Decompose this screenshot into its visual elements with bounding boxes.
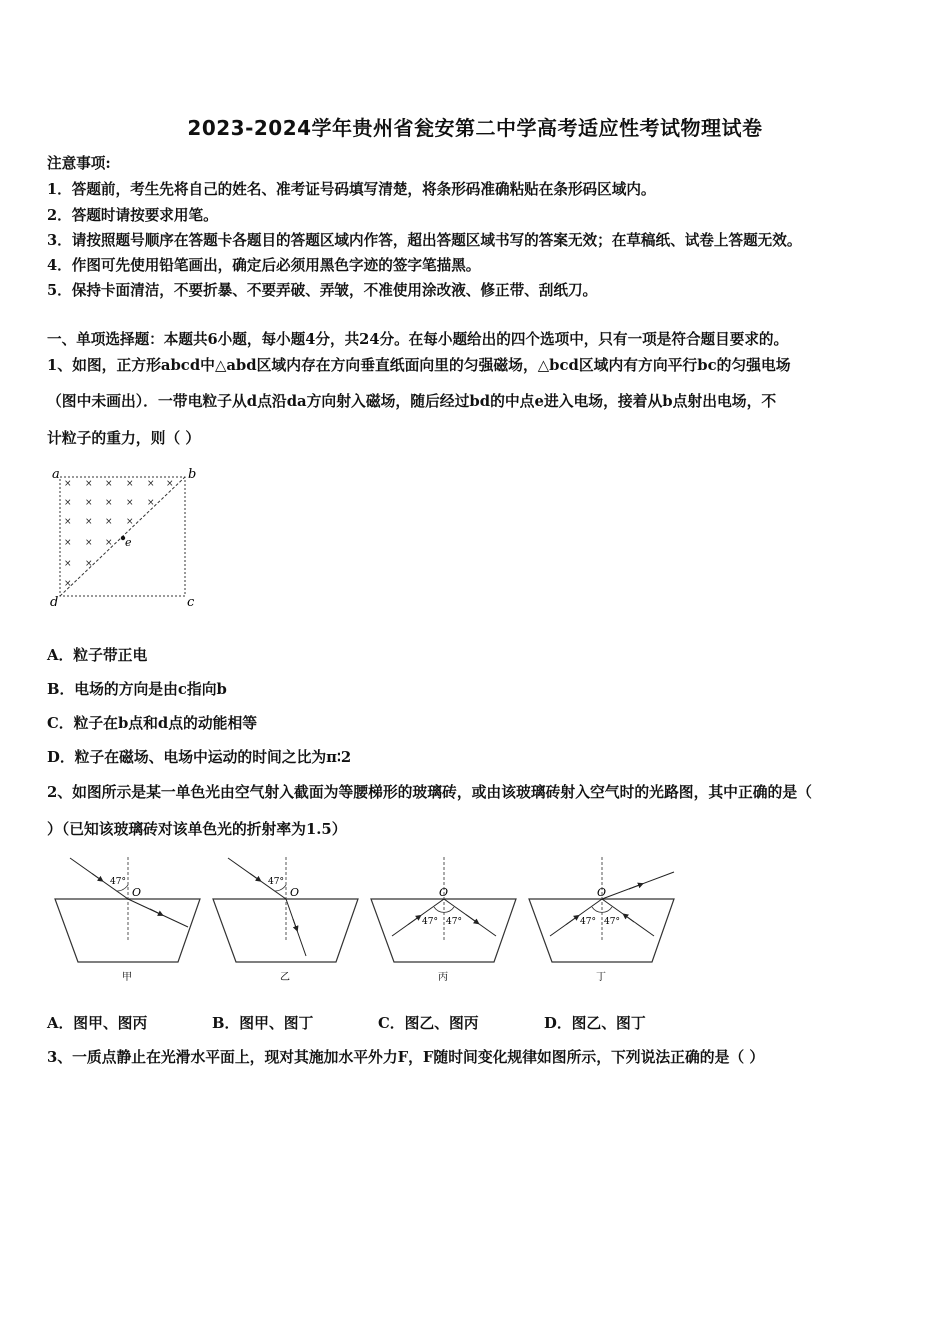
- point-o: O: [439, 886, 449, 899]
- q2-figure: [50, 852, 690, 992]
- angle-label: 47°: [110, 877, 126, 887]
- field-cross: ×: [85, 559, 93, 569]
- point-o: O: [597, 886, 607, 899]
- notice-item-1: 1．答题前，考生先将自己的姓名、准考证号码填写清楚，将条形码准确粘贴在条形码区域内。: [47, 181, 656, 198]
- field-cross: ×: [105, 498, 113, 508]
- label-e: e: [125, 536, 132, 549]
- field-cross: ×: [64, 579, 72, 589]
- q2-option-a: A．图甲、图丙: [47, 1015, 148, 1032]
- caption-yi: 乙: [280, 972, 290, 983]
- point-o: O: [290, 886, 300, 899]
- q1-stem-line-1: 1、如图，正方形abcd中△abd区域内存在方向垂直纸面向里的匀强磁场，△bcd区域内有方向平行bc的匀强电场: [47, 357, 791, 374]
- point-o: O: [132, 886, 142, 899]
- notice-item-2: 2．答题时请按要求用笔。: [47, 207, 218, 224]
- diagram-ding: [529, 857, 674, 983]
- field-cross: ×: [85, 479, 93, 489]
- field-cross: ×: [105, 517, 113, 527]
- page-title: 2023-2024学年贵州省瓮安第二中学高考适应性考试物理试卷: [187, 116, 763, 140]
- field-cross: ×: [85, 517, 93, 527]
- q1-option-a: A．粒子带正电: [47, 647, 148, 664]
- label-a: a: [52, 467, 60, 482]
- q1-stem-line-2: （图中未画出）．一带电粒子从d点沿da方向射入磁场，随后经过bd的中点e进入电场，接着从b点射出电场，不: [47, 393, 777, 410]
- trapezoid: [529, 899, 674, 962]
- q1-option-b: B．电场的方向是由c指向b: [47, 681, 227, 698]
- field-cross: ×: [166, 479, 174, 489]
- notice-heading: 注意事项:: [47, 155, 111, 172]
- magnetic-field-crosses: [64, 479, 174, 589]
- trapezoid: [371, 899, 516, 962]
- caption-ding: 丁: [596, 972, 606, 983]
- angle-label-right: 47°: [446, 917, 462, 927]
- q2-option-c: C．图乙、图丙: [378, 1015, 479, 1032]
- field-cross: ×: [85, 538, 93, 548]
- section-1-heading: 一、单项选择题：本题共6小题，每小题4分，共24分。在每小题给出的四个选项中，只有一项是符合题目要求的。: [47, 331, 789, 348]
- q3-stem-line-1: 3、一质点静止在光滑水平面上，现对其施加水平外力F，F随时间变化规律如图所示，下列说法正确的是（ ）: [47, 1049, 765, 1066]
- q2-options-row: [47, 1012, 646, 1033]
- field-cross: ×: [105, 538, 113, 548]
- field-cross: ×: [64, 517, 72, 527]
- field-cross: ×: [126, 517, 134, 527]
- q1-stem-line-3: 计粒子的重力，则（ ）: [47, 430, 201, 447]
- caption-bing: 丙: [438, 972, 448, 983]
- diagram-bing: [371, 857, 516, 983]
- notice-item-5: 5．保持卡面清洁，不要折暴、不要弄破、弄皱，不准使用涂改液、修正带、刮纸刀。: [47, 282, 598, 299]
- notice-item-4: 4．作图可先使用铅笔画出，确定后必须用黑色字迹的签字笔描黑。: [47, 257, 481, 274]
- trapezoid: [213, 899, 358, 962]
- field-cross: ×: [147, 498, 155, 508]
- q1-figure: [45, 462, 215, 612]
- label-d: d: [50, 595, 59, 610]
- angle-label-left: 47°: [422, 917, 438, 927]
- label-c: c: [187, 595, 195, 610]
- field-cross: ×: [64, 559, 72, 569]
- q1-option-d: D．粒子在磁场、电场中运动的时间之比为π∶2: [47, 749, 352, 766]
- field-cross: ×: [64, 538, 72, 548]
- caption-jia: 甲: [122, 972, 132, 983]
- q2-stem-line-2: ）（已知该玻璃砖对该单色光的折射率为1.5）: [47, 821, 347, 838]
- q2-option-d: D．图乙、图丁: [544, 1015, 646, 1032]
- field-cross: ×: [105, 479, 113, 489]
- trapezoid: [55, 899, 200, 962]
- field-cross: ×: [85, 498, 93, 508]
- angle-label-left: 47°: [580, 917, 596, 927]
- field-cross: ×: [147, 479, 155, 489]
- diagram-yi: [213, 857, 358, 983]
- field-cross: ×: [126, 479, 134, 489]
- field-cross: ×: [126, 498, 134, 508]
- angle-label: 47°: [268, 877, 284, 887]
- q1-option-c: C．粒子在b点和d点的动能相等: [47, 715, 258, 732]
- q2-stem-line-1: 2、如图所示是某一单色光由空气射入截面为等腰梯形的玻璃砖，或由该玻璃砖射入空气时的光路图，其中正确的是（: [47, 784, 812, 801]
- notice-item-3: 3．请按照题号顺序在答题卡各题目的答题区域内作答，超出答题区域书写的答案无效；在草稿纸、试卷上答题无效。: [47, 232, 802, 249]
- angle-label-right: 47°: [604, 917, 620, 927]
- label-b: b: [188, 467, 197, 482]
- q2-option-b: B．图甲、图丁: [212, 1015, 314, 1032]
- field-cross: ×: [64, 498, 72, 508]
- diagram-jia: [55, 857, 200, 983]
- field-cross: ×: [64, 479, 72, 489]
